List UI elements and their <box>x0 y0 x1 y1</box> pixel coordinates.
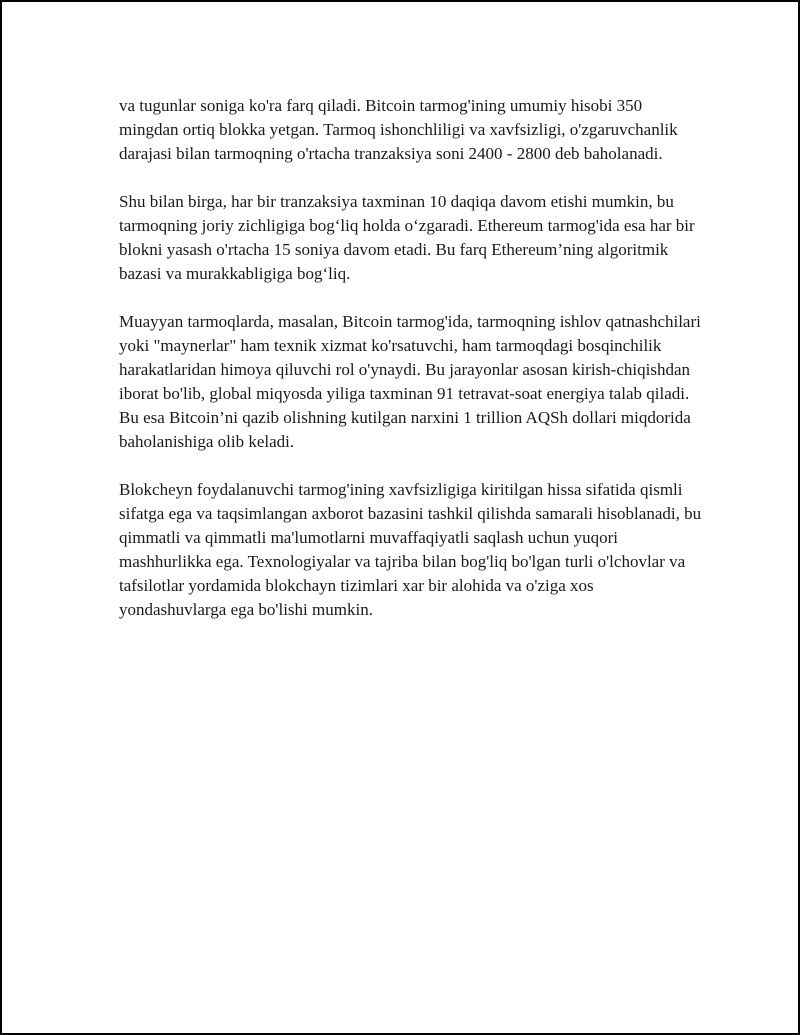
paragraph-2: Shu bilan birga, har bir tranzaksiya taxminan 10 daqiqa davom etishi mumkin, bu tarmoqning joriy zichligiga bog‘liq holda o‘zgaradi. Ethereum tarmog'ida esa har bir blokni yasash o'rtacha 15 soniya davom etadi. Bu farq Ethereum’ning algoritmik bazasi va murakkabligiga bog‘liq. <box>119 192 695 283</box>
paragraph-1: va tugunlar soniga ko'ra farq qiladi. Bitcoin tarmog'ining umumiy hisobi 350 mingdan ortiq blokka yetgan. Tarmoq ishonchliligi va xavfsizligi, o'zgaruvchanlik darajasi bilan tarmoqning o'rtacha tranzaksiya soni 2400 - 2800 deb baholanadi. <box>119 96 678 163</box>
document-body <box>119 94 704 646</box>
paragraph-3: Muayyan tarmoqlarda, masalan, Bitcoin tarmog'ida, tarmoqning ishlov qatnashchilari yoki "maynerlar" ham texnik xizmat ko'rsatuvchi, ham tarmoqdagi bosqinchilik harakatlaridan himoya qiluvchi rol o'ynaydi. Bu jarayonlar asosan kirish-chiqishdan iborat bo'lib, global miqyosda yiliga taxminan 91 tetravat-soat energiya talab qiladi. Bu esa Bitcoin’ni qazib olishning kutilgan narxini 1 trillion AQSh dollari miqdorida baholanishiga olib keladi. <box>119 312 701 451</box>
paragraph-4: Blokcheyn foydalanuvchi tarmog'ining xavfsizligiga kiritilgan hissa sifatida qismli sifatga ega va taqsimlangan axborot bazasini tashkil qilishda samarali hisoblanadi, bu qimmatli va qimmatli ma'lumotlarni muvaffaqiyatli saqlash uchun yuqori mashhurlikka ega. Texnologiyalar va tajriba bilan bog'liq bo'lgan turli o'lchovlar va tafsilotlar yordamida blokchayn tizimlari xar bir alohida va o'ziga xos yondashuvlarga ega bo'lishi mumkin. <box>119 480 702 619</box>
